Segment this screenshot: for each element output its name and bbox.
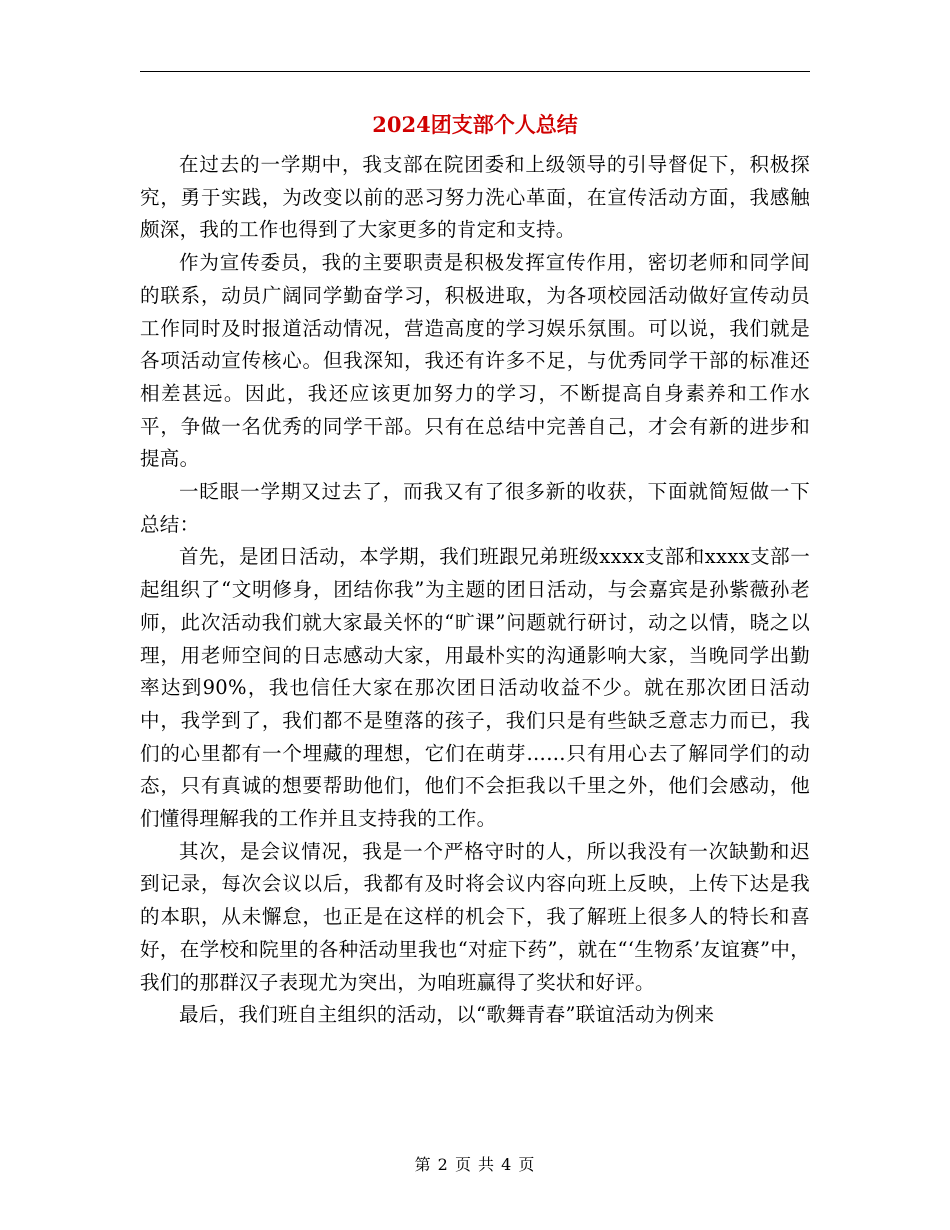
paragraph-6: 最后，我们班自主组织的活动，以“歌舞青春”联谊活动为例来 bbox=[179, 1003, 715, 1027]
paragraph-3: 一眨眼一学期又过去了，而我又有了很多新的收获，下面就简短做一下总结： bbox=[140, 480, 810, 536]
page-number: 第 2 页 共 4 页 bbox=[414, 1155, 536, 1174]
document-title: 2024团支部个人总结 bbox=[372, 112, 578, 137]
paragraph-5: 其次，是会议情况，我是一个严格守时的人，所以我没有一次缺勤和迟到记录，每次会议以后，我都有及时将会议内容向班上反映，上传下达是我的本职，从未懈怠，也正是在这样的机会下，我了解班上很多人的特长和喜好，在学校和院里的各种活动里我也“对症下药”，就在“‘生物系’友谊赛”中，我们的那群汉子表现尤为突出，为咱班赢得了奖状和好评。 bbox=[140, 839, 810, 994]
paragraph-4: 首先，是团日活动，本学期，我们班跟兄弟班级xxxx支部和xxxx支部一起组织了“文明修身，团结你我”为主题的团日活动，与会嘉宾是孙紫薇孙老师，此次活动我们就大家最关怀的“旷课”问题就行研讨，动之以情，晓之以理，用老师空间的日志感动大家，用最朴实的沟通影响大家，当晚同学出勤率达到90%，我也信任大家在那次团日活动收益不少。就在那次团日活动中，我学到了，我们都不是堕落的孩子，我们只是有些缺乏意志力而已，我们的心里都有一个埋藏的理想，它们在萌芽……只有用心去了解同学们的动态，只有真诚的想要帮助他们，他们不会拒我以千里之外，他们会感动，他们懂得理解我的工作并且支持我的工作。 bbox=[140, 545, 810, 831]
paragraph-2: 作为宣传委员，我的主要职责是积极发挥宣传作用，密切老师和同学间的联系，动员广阔同学勤奋学习，积极进取，为各项校园活动做好宣传动员工作同时及时报道活动情况，营造高度的学习娱乐氛围。可以说，我们就是各项活动宣传核心。但我深知，我还有许多不足，与优秀同学干部的标准还相差甚远。因此，我还应该更加努力的学习，不断提高自身素养和工作水平，争做一名优秀的同学干部。只有在总结中完善自己，才会有新的进步和提高。 bbox=[140, 251, 810, 471]
header-rule bbox=[140, 71, 810, 72]
paragraph-1: 在过去的一学期中，我支部在院团委和上级领导的引导督促下，积极探究，勇于实践，为改变以前的恶习努力洗心革面，在宣传活动方面，我感触颇深，我的工作也得到了大家更多的肯定和支持。 bbox=[140, 153, 810, 242]
document-body bbox=[140, 149, 810, 1032]
